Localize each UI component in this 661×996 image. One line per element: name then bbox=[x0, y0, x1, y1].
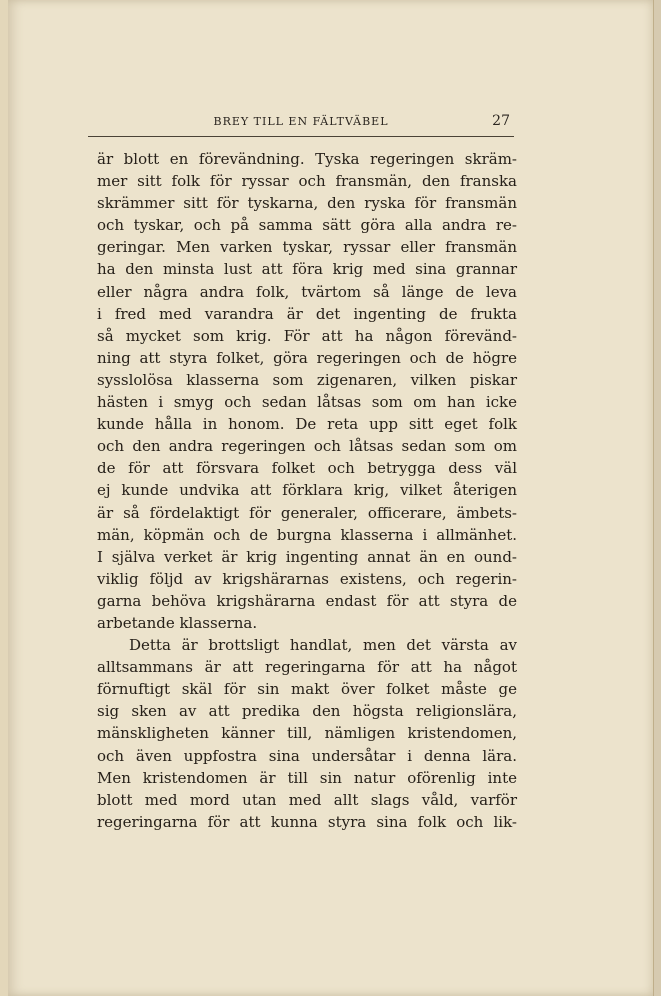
text-line: ha den minsta lust att föra krig med sina grannar bbox=[97, 260, 517, 279]
text-line: de för att försvara folket och betrygga dess väl bbox=[97, 459, 517, 478]
text-line: hästen i smyg och sedan låtsas som om han icke bbox=[97, 393, 517, 412]
text-line: så mycket som krig. För att ha någon förevänd- bbox=[97, 326, 517, 345]
text-line: Detta är brottsligt handlat, men det värsta av bbox=[129, 636, 517, 655]
text-line: är blott en förevändning. Tyska regeringen skräm- bbox=[97, 150, 517, 168]
text-line: sig sken av att predika den högsta religionslära, bbox=[97, 702, 517, 721]
text-line: garna behöva krigshärarna endast för att styra de bbox=[97, 591, 517, 610]
text-line: och tyskar, och på samma sätt göra alla andra re- bbox=[97, 216, 517, 235]
text-line: i fred med varandra är det ingenting de frukta bbox=[97, 304, 517, 323]
text-line: förnuftigt skäl för sin makt över folket måste ge bbox=[97, 680, 517, 699]
body-text bbox=[97, 148, 517, 833]
text-line: mänskligheten känner till, nämligen kristendomen, bbox=[97, 724, 517, 743]
text-line: sysslolösa klasserna som zigenaren, vilken piskar bbox=[97, 370, 517, 389]
text-line: regeringarna för att kunna styra sina folk och lik- bbox=[97, 812, 517, 831]
text-line: ej kunde undvika att förklara krig, vilket återigen bbox=[97, 481, 517, 500]
page-right-edge bbox=[653, 0, 661, 996]
text-line: Men kristendomen är till sin natur oförenlig inte bbox=[97, 768, 517, 787]
running-title: BREY TILL EN FÄLTVÄBEL bbox=[213, 115, 389, 128]
text-line: geringar. Men varken tyskar, ryssar eller fransmän bbox=[97, 238, 517, 257]
page-header bbox=[88, 112, 514, 137]
paragraph-2 bbox=[97, 634, 517, 833]
text-line: är så fördelaktigt för generaler, officerare, ämbets- bbox=[97, 503, 517, 522]
page-number: 27 bbox=[492, 113, 510, 129]
text-line: mer sitt folk för ryssar och fransmän, den franska bbox=[97, 172, 517, 191]
text-line: viklig följd av krigshärarnas existens, och regerin- bbox=[97, 569, 517, 588]
text-line: och den andra regeringen och låtsas sedan som om bbox=[97, 437, 517, 456]
text-line: alltsammans är att regeringarna för att ha något bbox=[97, 658, 517, 677]
text-line: män, köpmän och de burgna klasserna i allmänhet. bbox=[97, 525, 517, 544]
text-line: eller några andra folk, tvärtom så länge de leva bbox=[97, 282, 517, 301]
text-line: ning att styra folket, göra regeringen och de högre bbox=[97, 348, 517, 367]
text-line: I själva verket är krig ingenting annat än en ound- bbox=[97, 547, 517, 566]
paragraph-1 bbox=[97, 148, 517, 634]
text-line: skrämmer sitt för tyskarna, den ryska för fransmän bbox=[97, 194, 517, 213]
text-line: kunde hålla in honom. De reta upp sitt eget folk bbox=[97, 415, 517, 434]
text-line: arbetande klasserna. bbox=[97, 613, 258, 632]
text-line: och även uppfostra sina undersåtar i denna lära. bbox=[97, 746, 517, 765]
text-line: blott med mord utan med allt slags våld, varför bbox=[97, 790, 517, 809]
